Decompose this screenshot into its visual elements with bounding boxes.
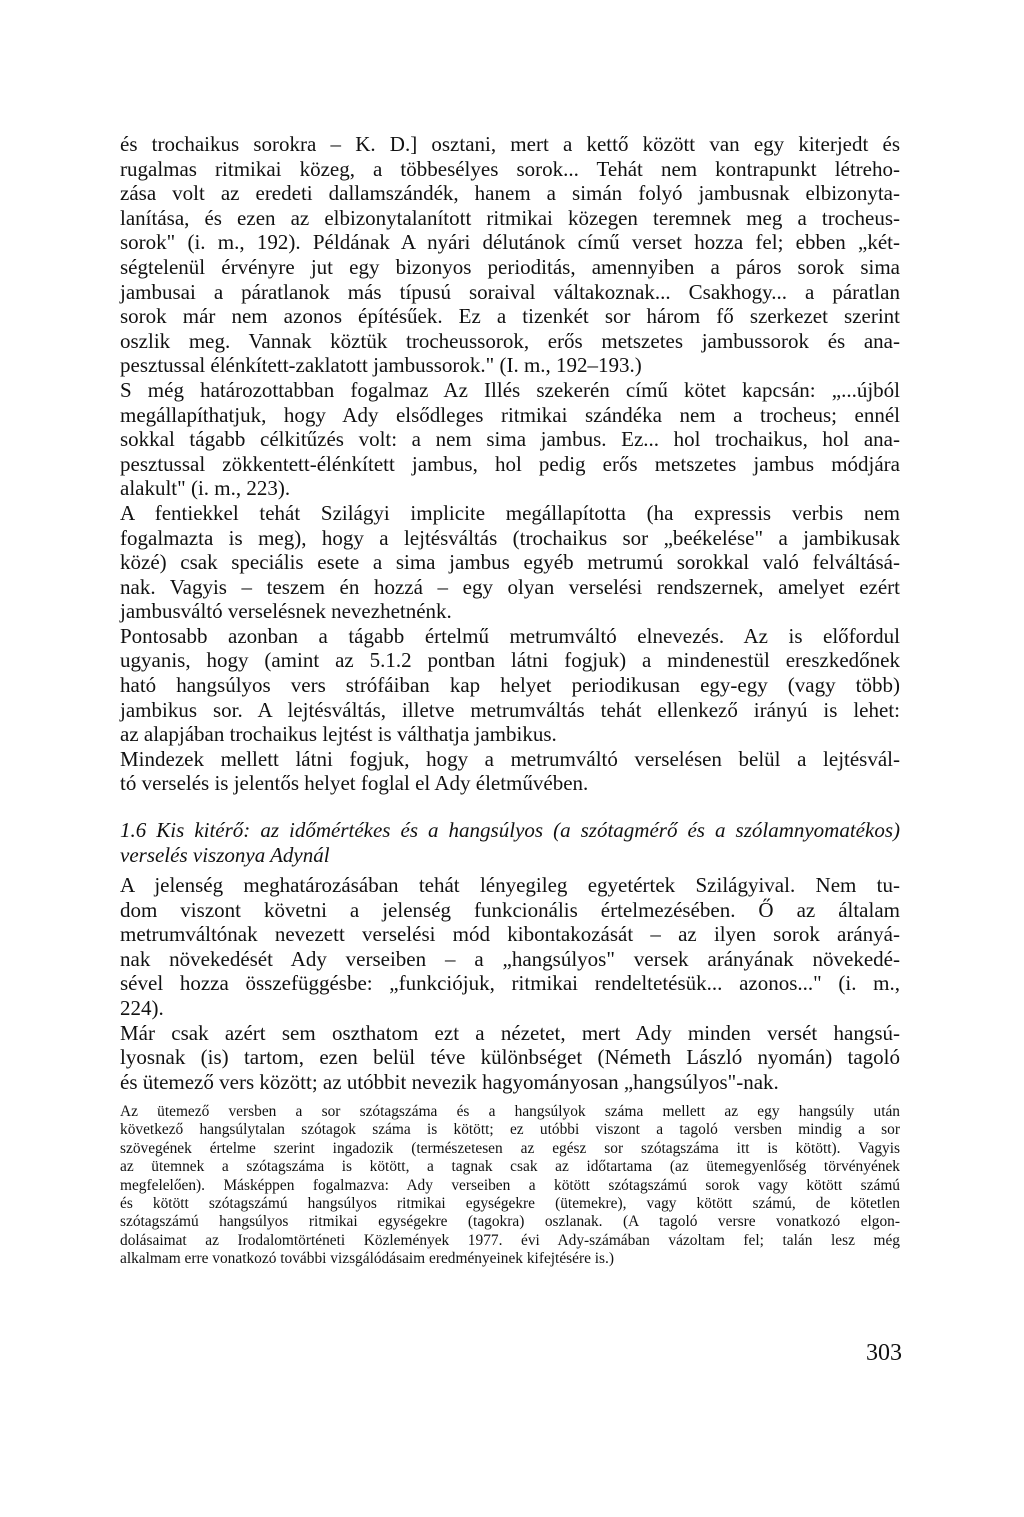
text-line: nak növekedését Ady verseiben – a „hangsúlyos" versek arányának növekedé- [120,946,900,971]
text-line: közé) csak speciális esete a sima jambus egyéb metrumú sorokkal való felváltásá- [120,550,900,575]
text-line: következő hangsúlytalan szótagok száma is kötött; ez utóbbi viszont a tagoló versben mindig a sor [120,1121,900,1139]
text-line: pesztussal zökkentett-élénkített jambus, hol pedig erős metszetes jambus módjára [120,451,900,476]
text-line: verselés viszonya Adynál [120,842,330,867]
main-text-block [120,132,900,796]
text-line: A fentiekkel tehát Szilágyi implicite megállapította (ha expressis verbis nem [120,500,900,525]
text-line: 1.6 Kis kitérő: az időmértékes és a hangsúlyos (a szótagmérő és a szólamnyomatékos) [120,818,900,842]
text-line: lanítása, és ezen az elbizonytalanított ritmikai közegen teremnek meg a trocheus- [120,205,900,230]
section-heading [120,818,900,867]
text-line: Pontosabb azonban a tágabb értelmű metrumváltó elnevezés. Az is előfordul [120,623,900,648]
text-line: az alapjában trochaikus lejtést is válthatja jambikus. [120,722,557,747]
text-line: zása volt az eredeti dallamszándék, hanem a simán folyó jambusnak elbizonyta- [120,181,900,206]
text-line: sorok már nem azonos építésűek. Ez a tizenkét sor három fő szerkezet szerint [120,304,900,329]
text-line: tó verselés is jelentős helyet foglal el Ady életművében. [120,771,589,796]
text-line: lyosnak (is) tartom, ezen belül téve különbséget (Németh László nyomán) tagoló [120,1045,900,1070]
text-line: és kötött szótagszámú hangsúlyos ritmikai egységekre (ütemekre), vagy kötött számú, de kötetlen [120,1195,900,1213]
text-line: szótagszámú hangsúlyos ritmikai egységekre (tagokra) oszlanak. (A tagoló versre vonatkozó elgon- [120,1213,900,1231]
text-line: dolásaimat az Irodalomtörténeti Közlemények 1977. évi Ady-számában vázoltam fel; talán lesz még [120,1231,900,1249]
text-line: jambusváltó verselésnek nevezhetnénk. [120,599,452,624]
text-line: az ütemnek a szótagszáma is kötött, a tagnak csak az időtartama (az ütemegyenlőség törvényének [120,1158,900,1176]
text-line: A jelenség meghatározásában tehát lényegileg egyetértek Szilágyival. Nem tu- [120,873,900,897]
text-line: ható hangsúlyos vers strófáiban kap helyet periodikusan egy-egy (vagy több) [120,673,900,698]
text-line: alakult" (i. m., 223). [120,476,291,501]
text-line: sorok" (i. m., 192). Példának A nyári délutánok című verset hozza fel; ebben „két- [120,230,900,255]
text-line: sével hozza összefüggésbe: „funkciójuk, ritmikai rendeltetésük... azonos..." (i. m., [120,971,900,996]
text-line: megfelelően). Másképpen fogalmazva: Ady verseiben a kötött szótagszámú sorok vagy kötött számú [120,1176,900,1194]
text-line: metrumváltónak nevezett verselési mód kibontakozását – az ilyen sorok arányá- [120,922,900,947]
text-line: oszlik meg. Vannak köztük trocheussorok, erős metszetes jambussorok és ana- [120,328,900,353]
text-line: alkalmam erre vonatkozó további vizsgálódásaim eredményeinek kifejtésére is.) [120,1250,615,1268]
text-line: nak. Vagyis – teszem én hozzá – egy olyan verselési rendszernek, amelyet ezért [120,574,900,599]
text-line: szövegének értelme szerint ingadozik (természetesen az egész sor szótagszáma itt is kötött). Vagyis [120,1139,900,1157]
text-line: és trochaikus sorokra – K. D.] osztani, mert a kettő között van egy kiterjedt és [120,132,900,156]
text-line: Mindezek mellett látni fogjuk, hogy a metrumváltó verselésen belül a lejtésvál- [120,746,900,771]
section-text-block [120,873,900,1094]
text-line: jambikus sor. A lejtésváltás, illetve metrumváltás tehát ellenkező irányú is lehet: [120,697,900,722]
text-line: megállapíthatjuk, hogy Ady elsődleges ritmikai szándéka nem a trocheus; ennél [120,402,900,427]
text-line: pesztussal élénkített-zaklatott jambussorok." (I. m., 192–193.) [120,353,642,378]
text-line: fogalmazta is meg), hogy a lejtésváltás (trochaikus sor „beékelése" a jambikusak [120,525,900,550]
text-line: Már csak azért sem oszthatom ezt a nézetet, mert Ady minden versét hangsú- [120,1020,900,1045]
text-line: Az ütemező versben a sor szótagszáma és a hangsúlyok száma mellett az egy hangsúly után [120,1103,900,1120]
footnote-block [120,1103,900,1269]
text-line: dom viszont követni a jelenség funkcionális értelmezésében. Ő az általam [120,897,900,922]
text-line: 224). [120,995,164,1020]
text-line: és ütemező vers között; az utóbbit nevezik hagyományosan „hangsúlyos"-nak. [120,1069,779,1094]
page-number: 303 [866,1340,902,1366]
text-line: jambusai a páratlanok más típusú soraival váltakoznak... Csakhogy... a páratlan [120,279,900,304]
text-line: S még határozottabban fogalmaz Az Illés szekerén című kötet kapcsán: „...újból [120,377,900,402]
text-line: rugalmas ritmikai közeg, a többesélyes sorok... Tehát nem kontrapunkt létreho- [120,156,900,181]
text-line: sokkal tágabb célkitűzés volt: a nem sima jambus. Ez... hol trochaikus, hol ana- [120,427,900,452]
text-line: ugyanis, hogy (amint az 5.1.2 pontban látni fogjuk) a mindenestül ereszkedőnek [120,648,900,673]
text-line: ségtelenül érvényre jut egy bizonyos perioditás, amennyiben a páros sorok sima [120,254,900,279]
